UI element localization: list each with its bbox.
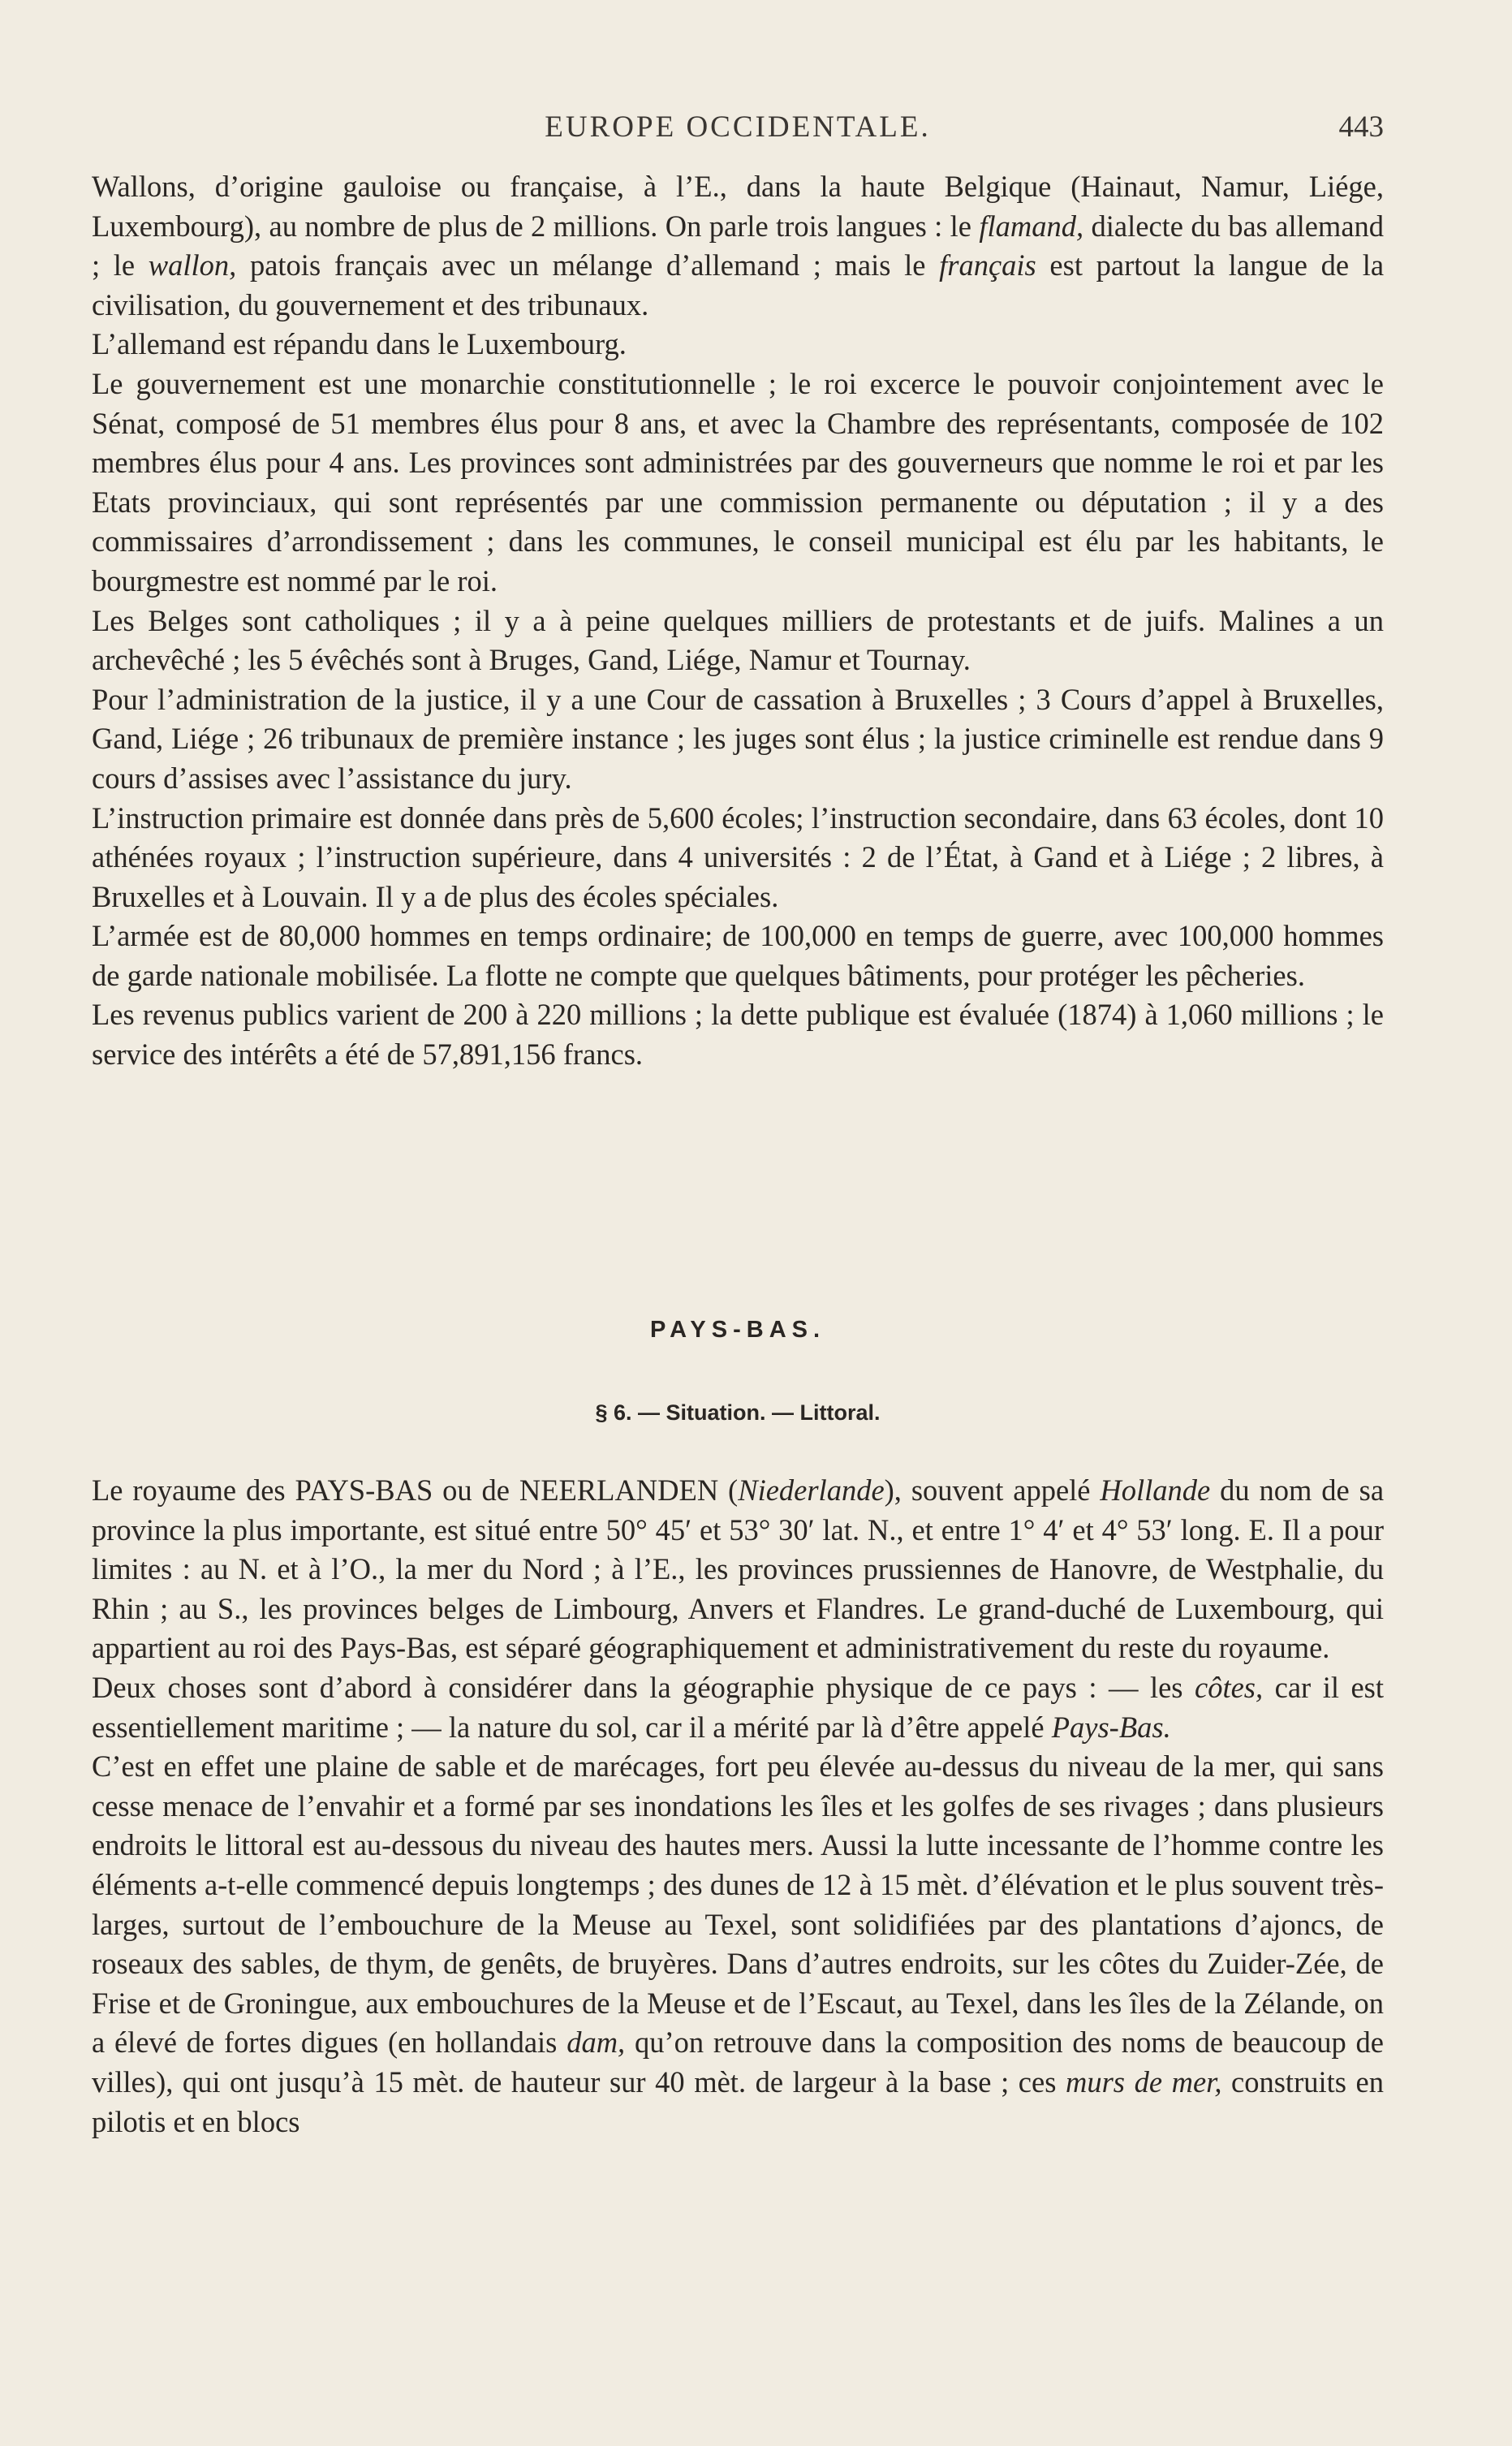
paragraph-army: L’armée est de 80,000 hommes en temps ordinaire; de 100,000 en temps de guerre, avec 100,000 hommes de garde nationale mobilisée. La flotte ne compte que quelques bâtiments, pour protéger les pêcheries. (92, 919, 1384, 992)
paragraph-revenues: Les revenus publics varient de 200 à 220 millions ; la dette publique est évaluée (1874) à 1,060 millions ; le service des intérêts a été de 57,891,156 francs. (92, 998, 1384, 1072)
subsection-title: § 6. — Situation. — Littoral. (595, 1400, 881, 1425)
paragraph-education: L’instruction primaire est donnée dans près de 5,600 écoles; l’instruction secondaire, dans 63 écoles, dont 10 athénées royaux ; l’instruction supérieure, dans 4 universités : 2 de l’État, à Gand et à Liége ; 2 libres, à Bruxelles et à Louvain. Il y a de plus des écoles spéciales. (92, 800, 1384, 913)
belgium-text (92, 167, 1384, 1075)
paragraph-religion: Les Belges sont catholiques ; il y a à peine quelques milliers de protestants et de juifs. Malines a un archevêché ; les 5 évêchés sont à Bruges, Gand, Liége, Namur et Tournay. (92, 603, 1384, 677)
section-title: PAYS-BAS. (649, 1317, 826, 1343)
paragraph-german: L’allemand est répandu dans le Luxembourg. (92, 327, 627, 361)
page-number: 443 (1338, 110, 1384, 144)
paragraph-justice: Pour l’administration de la justice, il y a une Cour de cassation à Bruxelles ; 3 Cours d’appel à Bruxelles, Gand, Liége ; 26 tribunaux de première instance ; les juges sont élus ; la justice criminelle est rendue dans 9 cours d’assises avec l’assistance du jury. (92, 682, 1384, 795)
paragraph-dunes-dikes: C’est en effet une plaine de sable et de marécages, fort peu élevée au-dessus du niveau de la mer, qui sans cesse menace de l’envahir et a formé par ses inondations les îles et les golfes de ses rivages ; dans plusieurs endroits le littoral est au-dessous du niveau des hautes mers. Aussi la lutte incessante de l’homme contre les éléments a-t-elle commencé depuis longtemps ; des dunes de 12 à 15 mèt. d’élévation et le plus souvent très-larges, surtout de l’embouchure de la Meuse au Texel, sont solidifiées par des plantations d’ajoncs, de roseaux des sables, de thym, de genêts, de bruyères. Dans d’autres endroits, sur les côtes du Zuider-Zée, de Frise et de Groningue, aux embouchures de la Meuse et de l’Escaut, au Texel, dans les îles de la Zélande, on a élevé de fortes digues (en hollandais dam, qu’on retrouve dans la composition des noms de beaucoup de villes), qui ont jusqu’à 15 mèt. de hauteur sur 40 mèt. de largeur à la base ; ces murs de mer, construits en pilotis et en blocs (92, 1749, 1385, 2138)
paragraph-languages: Wallons, d’origine gauloise ou française, à l’E., dans la haute Belgique (Hainaut, Namur, Liége, Luxembourg), au nombre de plus de 2 millions. On parle trois langues : le flamand, dialecte du bas allemand ; le wallon, patois français avec un mélange d’allemand ; mais le français est partout la langue de la civilisation, du gouvernement et des tribunaux. (92, 170, 1385, 321)
paragraph-government: Le gouvernement est une monarchie constitutionnelle ; le roi excerce le pouvoir conjointement avec le Sénat, composé de 51 membres élus pour 8 ans, et avec la Chambre des représentants, composée de 102 membres élus pour 4 ans. Les provinces sont administrées par des gouverneurs que nomme le roi et par les Etats provinciaux, qui sont représentés par une commission permanente ou députation ; il y a des commissaires d’arrondissement ; dans les communes, le conseil municipal est élu par les habitants, le bourgmestre est nommé par le roi. (92, 366, 1384, 597)
netherlands-text (92, 1471, 1384, 2142)
page-header (92, 110, 1384, 150)
paragraph-physical-geography: Deux choses sont d’abord à considérer dans la géographie physique de ce pays : — les côtes, car il est essentiellement maritime ; — la nature du sol, car il a mérité par là d’être appelé Pays-Bas. (92, 1670, 1385, 1744)
running-title: EUROPE OCCIDENTALE. (545, 110, 931, 144)
paragraph-situation: Le royaume des PAYS-BAS ou de NEERLANDEN (Niederlande), souvent appelé Hollande du nom de sa province la plus importante, est situé entre 50° 45′ et 53° 30′ lat. N., et entre 1° 4′ et 4° 53′ long. E. Il a pour limites : au N. et à l’O., la mer du Nord ; à l’E., les provinces prussiennes de Hanovre, de Westphalie, du Rhin ; au S., les provinces belges de Limbourg, Anvers et Flandres. Le grand-duché de Luxembourg, qui appartient au roi des Pays-Bas, est séparé géographiquement et administrativement du reste du royaume. (92, 1473, 1385, 1665)
